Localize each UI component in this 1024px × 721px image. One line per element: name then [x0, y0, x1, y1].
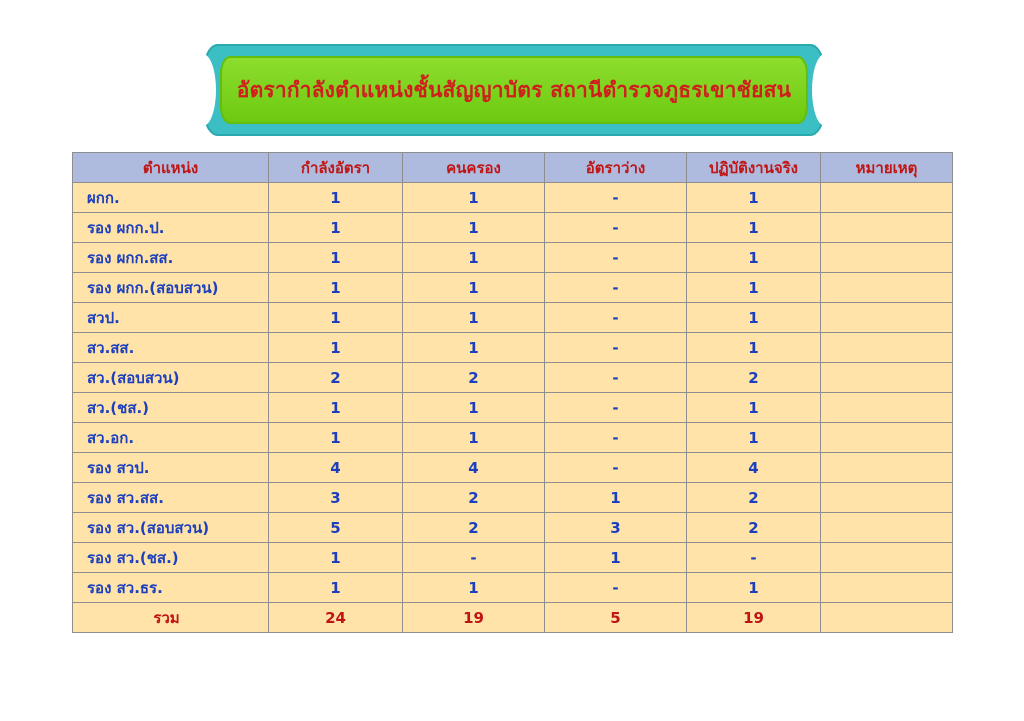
- cell-quota: 1: [269, 303, 403, 333]
- table-row: [73, 333, 953, 363]
- cell-quota: 3: [269, 483, 403, 513]
- cell-vacant: -: [545, 423, 687, 453]
- cell-note: [821, 213, 953, 243]
- header-note: หมายเหตุ: [821, 153, 953, 183]
- table-row: [73, 423, 953, 453]
- cell-held: 1: [403, 333, 545, 363]
- cell-actual: 1: [687, 273, 821, 303]
- cell-actual: 2: [687, 363, 821, 393]
- cell-note: [821, 573, 953, 603]
- cell-held: 1: [403, 573, 545, 603]
- cell-actual: 1: [687, 303, 821, 333]
- cell-position: รอง ผกก.(สอบสวน): [73, 273, 269, 303]
- table-total-row: [73, 603, 953, 633]
- cell-held: 2: [403, 513, 545, 543]
- cell-position: รอง สวป.: [73, 453, 269, 483]
- cell-position: สว.สส.: [73, 333, 269, 363]
- cell-vacant: 1: [545, 543, 687, 573]
- cell-position: รอง สว.สส.: [73, 483, 269, 513]
- cell-quota: 5: [269, 513, 403, 543]
- staffing-table: [72, 152, 953, 633]
- cell-actual: 2: [687, 513, 821, 543]
- cell-position: สว.อก.: [73, 423, 269, 453]
- cell-quota: 2: [269, 363, 403, 393]
- cell-total-quota: 24: [269, 603, 403, 633]
- cell-note: [821, 483, 953, 513]
- cell-actual: 1: [687, 393, 821, 423]
- title-banner: [204, 44, 824, 136]
- cell-actual: 1: [687, 333, 821, 363]
- cell-quota: 1: [269, 273, 403, 303]
- table-row: [73, 573, 953, 603]
- cell-held: 1: [403, 213, 545, 243]
- cell-note: [821, 543, 953, 573]
- cell-vacant: -: [545, 573, 687, 603]
- cell-quota: 1: [269, 573, 403, 603]
- table-row: [73, 453, 953, 483]
- header-held: คนครอง: [403, 153, 545, 183]
- cell-held: 1: [403, 273, 545, 303]
- cell-vacant: -: [545, 363, 687, 393]
- cell-position: รอง สว.(ชส.): [73, 543, 269, 573]
- cell-total-actual: 19: [687, 603, 821, 633]
- banner-inner-frame: [220, 56, 808, 124]
- cell-position: สว.(สอบสวน): [73, 363, 269, 393]
- cell-note: [821, 363, 953, 393]
- cell-note: [821, 453, 953, 483]
- cell-note: [821, 243, 953, 273]
- cell-held: 1: [403, 243, 545, 273]
- cell-vacant: -: [545, 393, 687, 423]
- cell-note: [821, 393, 953, 423]
- cell-note: [821, 183, 953, 213]
- cell-total-label: รวม: [73, 603, 269, 633]
- cell-note: [821, 273, 953, 303]
- cell-held: 2: [403, 363, 545, 393]
- cell-note: [821, 423, 953, 453]
- cell-quota: 1: [269, 183, 403, 213]
- cell-position: สว.(ชส.): [73, 393, 269, 423]
- cell-actual: 4: [687, 453, 821, 483]
- cell-position: รอง สว.(สอบสวน): [73, 513, 269, 543]
- cell-note: [821, 513, 953, 543]
- table-row: [73, 213, 953, 243]
- cell-held: -: [403, 543, 545, 573]
- cell-note: [821, 333, 953, 363]
- cell-actual: 2: [687, 483, 821, 513]
- cell-position: รอง ผกก.สส.: [73, 243, 269, 273]
- table-row: [73, 303, 953, 333]
- cell-quota: 1: [269, 333, 403, 363]
- table-header: [73, 153, 953, 183]
- cell-held: 1: [403, 423, 545, 453]
- table-row: [73, 363, 953, 393]
- cell-vacant: -: [545, 303, 687, 333]
- cell-held: 1: [403, 303, 545, 333]
- table-row: [73, 483, 953, 513]
- cell-vacant: -: [545, 333, 687, 363]
- cell-vacant: 1: [545, 483, 687, 513]
- cell-vacant: -: [545, 183, 687, 213]
- cell-total-vacant: 5: [545, 603, 687, 633]
- cell-vacant: -: [545, 243, 687, 273]
- page-title: อัตรากำลังตำแหน่งชั้นสัญญาบัตร สถานีตำรวจภูธรเขาชัยสน: [236, 77, 792, 102]
- table-header-row: [73, 153, 953, 183]
- cell-actual: 1: [687, 183, 821, 213]
- cell-position: ผกก.: [73, 183, 269, 213]
- header-actual: ปฏิบัติงานจริง: [687, 153, 821, 183]
- table-row: [73, 543, 953, 573]
- cell-vacant: -: [545, 213, 687, 243]
- cell-total-note: [821, 603, 953, 633]
- cell-quota: 1: [269, 543, 403, 573]
- table-body: [73, 183, 953, 633]
- staffing-table-container: [72, 152, 952, 633]
- cell-quota: 1: [269, 393, 403, 423]
- cell-quota: 1: [269, 213, 403, 243]
- cell-held: 1: [403, 183, 545, 213]
- header-quota: กำลังอัตรา: [269, 153, 403, 183]
- cell-actual: -: [687, 543, 821, 573]
- header-vacant: อัตราว่าง: [545, 153, 687, 183]
- cell-held: 1: [403, 393, 545, 423]
- cell-position: รอง ผกก.ป.: [73, 213, 269, 243]
- table-row: [73, 243, 953, 273]
- table-row: [73, 513, 953, 543]
- table-row: [73, 273, 953, 303]
- banner-outer-frame: [204, 44, 824, 136]
- cell-actual: 1: [687, 243, 821, 273]
- cell-note: [821, 303, 953, 333]
- cell-quota: 1: [269, 243, 403, 273]
- header-position: ตำแหน่ง: [73, 153, 269, 183]
- cell-actual: 1: [687, 573, 821, 603]
- cell-vacant: 3: [545, 513, 687, 543]
- cell-held: 2: [403, 483, 545, 513]
- cell-actual: 1: [687, 213, 821, 243]
- cell-total-held: 19: [403, 603, 545, 633]
- cell-position: รอง สว.ธร.: [73, 573, 269, 603]
- table-row: [73, 183, 953, 213]
- cell-held: 4: [403, 453, 545, 483]
- cell-quota: 4: [269, 453, 403, 483]
- cell-actual: 1: [687, 423, 821, 453]
- cell-quota: 1: [269, 423, 403, 453]
- cell-vacant: -: [545, 453, 687, 483]
- cell-position: สวป.: [73, 303, 269, 333]
- cell-vacant: -: [545, 273, 687, 303]
- table-row: [73, 393, 953, 423]
